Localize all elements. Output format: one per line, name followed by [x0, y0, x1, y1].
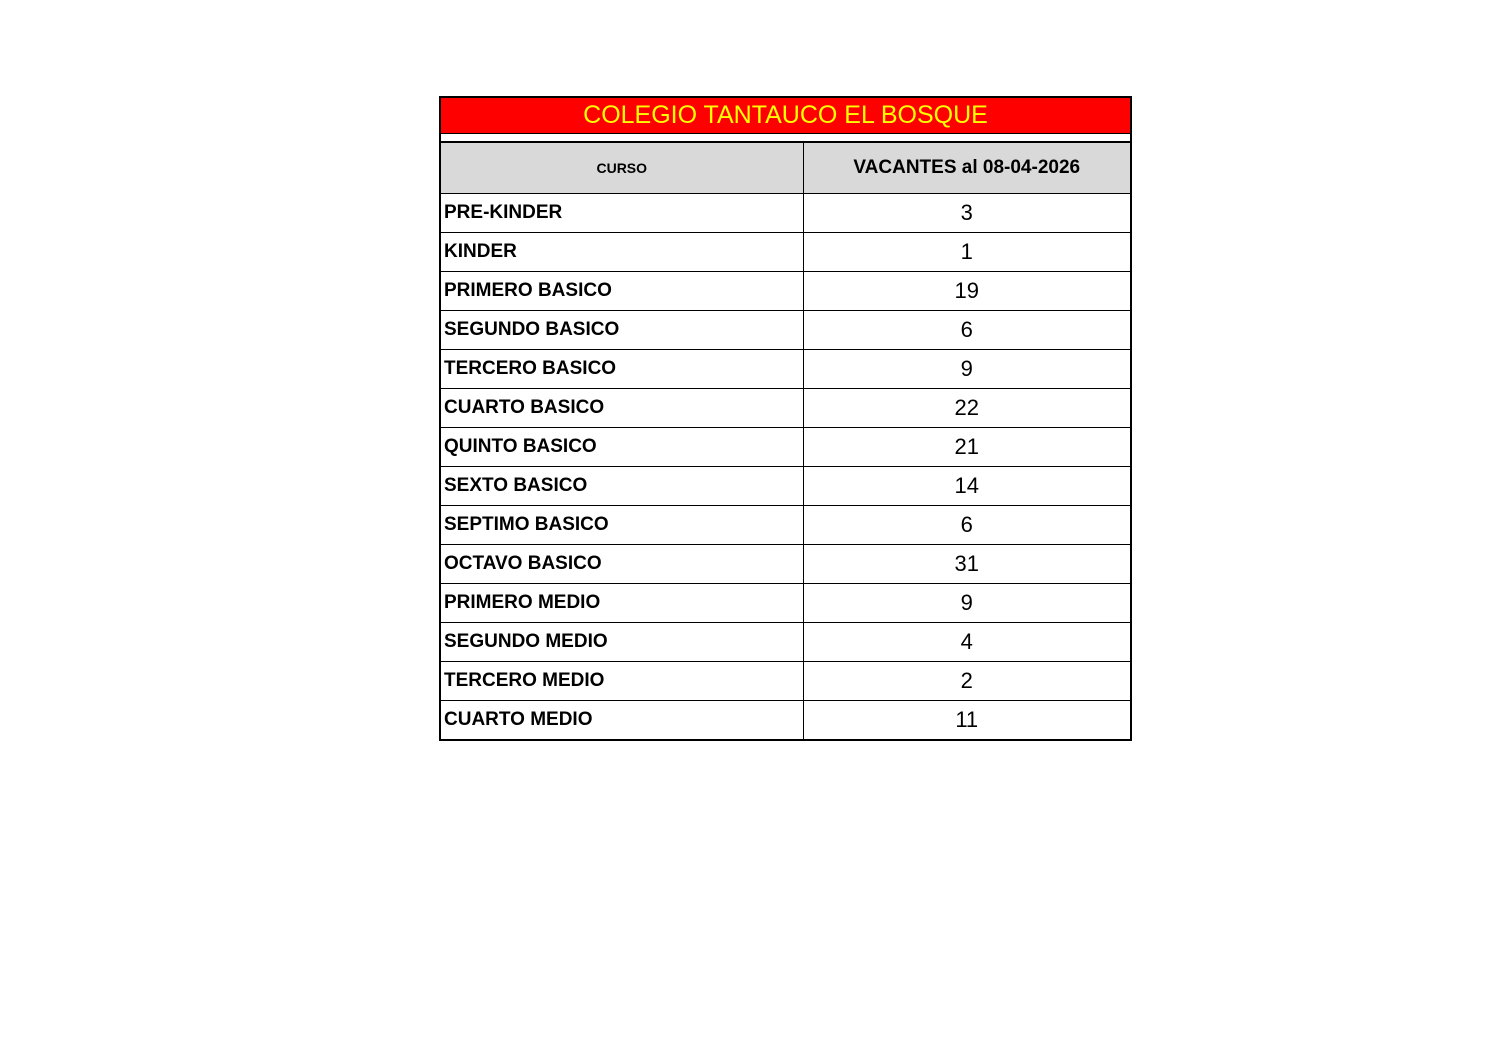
vacantes-cell: 6: [803, 506, 1130, 545]
curso-cell: SEXTO BASICO: [441, 467, 803, 506]
curso-cell: PRE-KINDER: [441, 194, 803, 233]
vacantes-cell: 2: [803, 662, 1130, 701]
vacantes-cell: 9: [803, 350, 1130, 389]
table-row: [441, 545, 1130, 584]
vacantes-cell: 31: [803, 545, 1130, 584]
table-row: [441, 194, 1130, 233]
vacantes-cell: 11: [955, 707, 979, 732]
curso-cell: SEGUNDO MEDIO: [441, 623, 803, 662]
table-row: [441, 623, 1130, 662]
title-spacer: [441, 134, 1130, 143]
curso-cell: KINDER: [441, 233, 803, 272]
table-row: [441, 272, 1130, 311]
curso-cell: SEGUNDO BASICO: [441, 311, 803, 350]
vacantes-cell: 4: [803, 623, 1130, 662]
curso-cell: TERCERO MEDIO: [441, 662, 803, 701]
curso-cell: TERCERO BASICO: [441, 350, 803, 389]
curso-cell: PRIMERO MEDIO: [441, 584, 803, 623]
vacantes-cell: 21: [803, 428, 1130, 467]
column-header-curso: CURSO: [441, 143, 803, 194]
table-row: [441, 506, 1130, 545]
table-row: [441, 467, 1130, 506]
vacantes-cell: 6: [803, 311, 1130, 350]
vacancies-sheet: [439, 96, 1132, 741]
curso-cell: QUINTO BASICO: [441, 428, 803, 467]
table-row: [441, 701, 1130, 740]
curso-cell: SEPTIMO BASICO: [441, 506, 803, 545]
table-row: [441, 233, 1130, 272]
vacantes-cell: 3: [803, 194, 1130, 233]
table-row: [441, 662, 1130, 701]
vacantes-cell: 1: [803, 233, 1130, 272]
vacantes-cell: 14: [803, 467, 1130, 506]
vacancies-table: [441, 143, 1130, 739]
school-title: COLEGIO TANTAUCO EL BOSQUE: [441, 98, 1130, 134]
table-row: [441, 389, 1130, 428]
curso-cell: PRIMERO BASICO: [441, 272, 803, 311]
column-header-vacantes: VACANTES al 08-04-2026: [803, 143, 1130, 194]
vacantes-cell: 19: [803, 272, 1130, 311]
curso-cell: CUARTO MEDIO: [441, 701, 803, 740]
curso-cell: CUARTO BASICO: [441, 389, 803, 428]
vacantes-cell: 22: [803, 389, 1130, 428]
table-row: [441, 311, 1130, 350]
table-row: [441, 428, 1130, 467]
table-row: [441, 350, 1130, 389]
header-row: [441, 143, 1130, 194]
vacantes-cell: 9: [803, 584, 1130, 623]
table-row: [441, 584, 1130, 623]
curso-cell: OCTAVO BASICO: [441, 545, 803, 584]
